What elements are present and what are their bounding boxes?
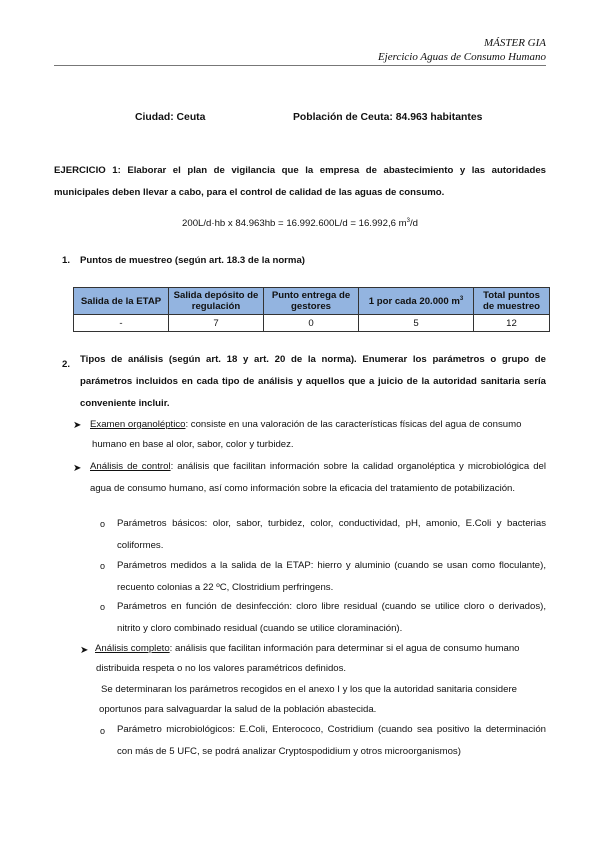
sampling-points-table — [73, 287, 550, 332]
page-header — [378, 36, 546, 64]
city-label: Ciudad: Ceuta — [135, 112, 206, 123]
complete-line3: Se determinaran los parámetros recogidos en el anexo I y los que la autoridad sanitaria considere — [101, 684, 517, 695]
table-cell: 0 — [264, 315, 359, 332]
complete-item: Parámetro microbiológicos: E.Coli, Enterococo, Costridium (cuando sea positivo la determinación con más de 5 UFC, se podrá analizar Cryptospodidium y otros microorganismos) — [117, 724, 546, 757]
complete-line1: Análisis completo: análisis que facilitan información para determinar si el agua de consumo humano — [95, 643, 520, 654]
section2-title: Tipos de análisis (según art. 18 y art. 20 de la norma). Enumerar los parámetros o grupo de parámetros incluidos en cada tipo de análisis y aquellos que a juicio de la autoridad sanitaria sería conveniente incluir. — [80, 354, 546, 409]
control-item: Parámetros medidos a la salida de la ETAP: hierro y aluminio (cuando se usan como floculante), recuento colonias a 22 ºC, Clostridium perfringens. — [117, 560, 546, 593]
section1-title: Puntos de muestreo (según art. 18.3 de la norma) — [80, 255, 305, 266]
table-header: Punto entrega de gestores — [264, 288, 359, 315]
header-subtitle: Ejercicio Aguas de Consumo Humano — [377, 51, 546, 63]
table-header-row — [74, 288, 550, 315]
table-header: 1 por cada 20.000 $m^3$ — [359, 288, 474, 315]
arrow-bullet-icon: ➤ — [73, 420, 82, 431]
control-item: Parámetros en función de desinfección: cloro libre residual (cuando se utilice cloro o derivados), nitrito y cloro combinado residual (cuando se utilice cloraminación). — [117, 601, 546, 634]
arrow-bullet-icon: ➤ — [73, 463, 82, 474]
circle-bullet-icon: o — [100, 519, 106, 529]
population-label: Población de Ceuta: 84.963 habitantes — [293, 112, 483, 123]
table-cell: - — [74, 315, 169, 332]
section1-number: 1. — [62, 255, 71, 266]
formula-tail: /d — [409, 218, 418, 229]
exercise-label: EJERCICIO 1: — [54, 165, 121, 176]
organoleptic-line2: humano en base al olor, sabor, color y turbidez. — [92, 439, 294, 450]
table-header: Salida de la ETAP — [74, 288, 169, 315]
formula-sup: 3 — [406, 217, 410, 224]
consumption-formula — [0, 218, 600, 229]
formula-text: 200L/d·hb x 84.963hb = 16.992.600L/d = 16.992,6 m — [182, 218, 407, 229]
circle-bullet-icon: o — [100, 561, 106, 571]
exercise-text: Elaborar el plan de vigilancia que la empresa de abastecimiento y las autoridades municipales deben llevar a cabo, para el control de calidad de las aguas de consumo. — [54, 165, 546, 198]
organoleptic-line1: Examen organoléptico: consiste en una valoración de las características físicas del agua de consumo — [90, 419, 522, 430]
table-cell: 5 — [359, 315, 474, 332]
table-header: Salida depósito de regulación — [169, 288, 264, 315]
table-header: Total puntos de muestreo — [474, 288, 550, 315]
section2-number: 2. — [62, 359, 71, 370]
exercise-statement — [54, 160, 546, 204]
arrow-bullet-icon: ➤ — [80, 645, 89, 656]
complete-line2: distribuida respeta o no los valores paramétricos definidos. — [96, 663, 347, 674]
header-title: MÁSTER GIA — [483, 37, 546, 49]
table-row — [74, 315, 550, 332]
header-divider — [54, 65, 546, 66]
circle-bullet-icon: o — [100, 602, 106, 612]
control-analysis: Análisis de control: análisis que facilitan información sobre la calidad organoléptica y microbiológica del agua de consumo humano, así como información sobre la eficacia del tratamiento de potabilización. — [90, 461, 547, 494]
complete-line4: oportunos para salvaguardar la salud de la población abastecida. — [99, 704, 377, 715]
table-cell: 12 — [474, 315, 550, 332]
table-cell: 7 — [169, 315, 264, 332]
circle-bullet-icon: o — [100, 726, 106, 736]
control-item: Parámetros básicos: olor, sabor, turbidez, color, conductividad, pH, amonio, E.Coli y bacterias coliformes. — [117, 518, 546, 551]
